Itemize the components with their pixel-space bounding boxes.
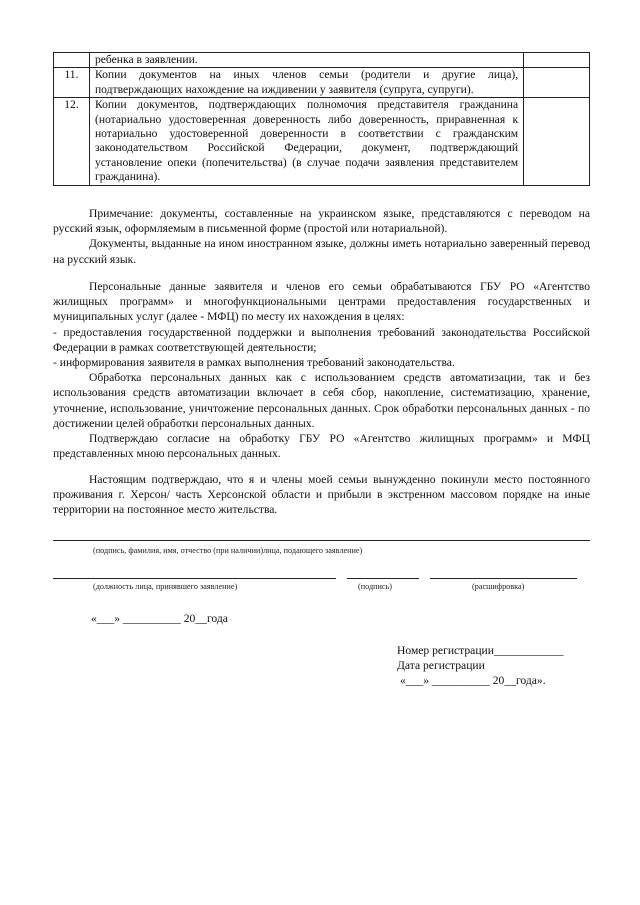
row-mark-cell xyxy=(524,68,590,98)
row-mark-cell xyxy=(524,98,590,185)
row-number xyxy=(54,53,90,68)
consent-paragraph: - предоставления государственной поддержки и выполнения требований законодательства Российской Федерации в рамках соответствующей деятельности; xyxy=(53,325,590,354)
position-line xyxy=(53,578,336,579)
decode-caption: (расшифровка) xyxy=(472,582,525,591)
registration-date-value: «___» __________ 20__года». xyxy=(400,674,546,687)
registration-number: Номер регистрации____________ xyxy=(397,644,564,657)
table-row xyxy=(54,53,590,68)
documents-table xyxy=(53,52,590,186)
note-paragraph: Примечание: документы, составленные на украинском языке, представляются с переводом на русский язык, оформляемым в письменной форме (простой или нотариальной). xyxy=(53,207,590,236)
consent-paragraph: - информирования заявителя в рамках выполнения требований законодательства. xyxy=(53,356,455,370)
note-paragraph: Документы, выданные на ином иностранном языке, должны иметь нотариально заверенный перевод на русский язык. xyxy=(53,237,590,266)
position-caption: (должность лица, принявшего заявление) xyxy=(93,582,238,591)
notes-block xyxy=(53,206,590,267)
decode-line xyxy=(430,578,577,579)
signature-date: «___» __________ 20__года xyxy=(91,612,228,625)
statement-paragraph: Настоящим подтверждаю, что я и члены моей семьи вынужденно покинули место постоянного проживания г. Херсон/ часть Херсонской области и прибыли в экстренном массовом порядке на иные территории на постоянное место жительства. xyxy=(53,473,590,517)
sign-line xyxy=(347,578,419,579)
registration-date-label: Дата регистрации xyxy=(397,659,485,672)
table-row xyxy=(54,68,590,98)
statement-block xyxy=(53,472,590,518)
sign-caption: (подпись) xyxy=(358,582,392,591)
row-text: ребенка в заявлении. xyxy=(89,53,523,68)
consent-paragraph: Обработка персональных данных как с использованием средств автоматизации, так и без использования средств автоматизации включает в себя сбор, накопление, систематизацию, хранение, уточнение, использование, уничтожение персональных данных. Срок обработки персональных данных - по достижении целей обработки персональных данных. xyxy=(53,371,590,430)
table-row xyxy=(54,98,590,185)
row-number: 12. xyxy=(54,98,90,185)
row-mark-cell xyxy=(524,53,590,68)
row-text: Копии документов на иных членов семьи (родители и другие лица), подтверждающих нахождение на иждивении у заявителя (супруга, супруги). xyxy=(89,68,523,98)
applicant-signature-line xyxy=(53,540,590,541)
applicant-caption: (подпись, фамилия, имя, отчество (при наличии)лица, подающего заявление) xyxy=(93,546,363,555)
consent-block xyxy=(53,279,590,461)
consent-paragraph: Персональные данные заявителя и членов его семьи обрабатываются ГБУ РО «Агентство жилищных программ» и многофункциональными центрами предоставления государственных и муниципальных услуг (далее - МФЦ) по месту их нахождения в целях: xyxy=(53,280,590,324)
row-text: Копии документов, подтверждающих полномочия представителя гражданина (нотариально удостоверенная доверенность либо доверенность, приравненная к нотариально удостоверенной доверенности в соответствии с гражданским законодательством Российской Федерации, документ, подтверждающий установление опеки (попечительства) (в случае подачи заявления представителем гражданина). xyxy=(89,98,523,185)
row-number: 11. xyxy=(54,68,90,98)
consent-paragraph: Подтверждаю согласие на обработку ГБУ РО «Агентство жилищных программ» и МФЦ представленных мною персональных данных. xyxy=(53,432,590,461)
